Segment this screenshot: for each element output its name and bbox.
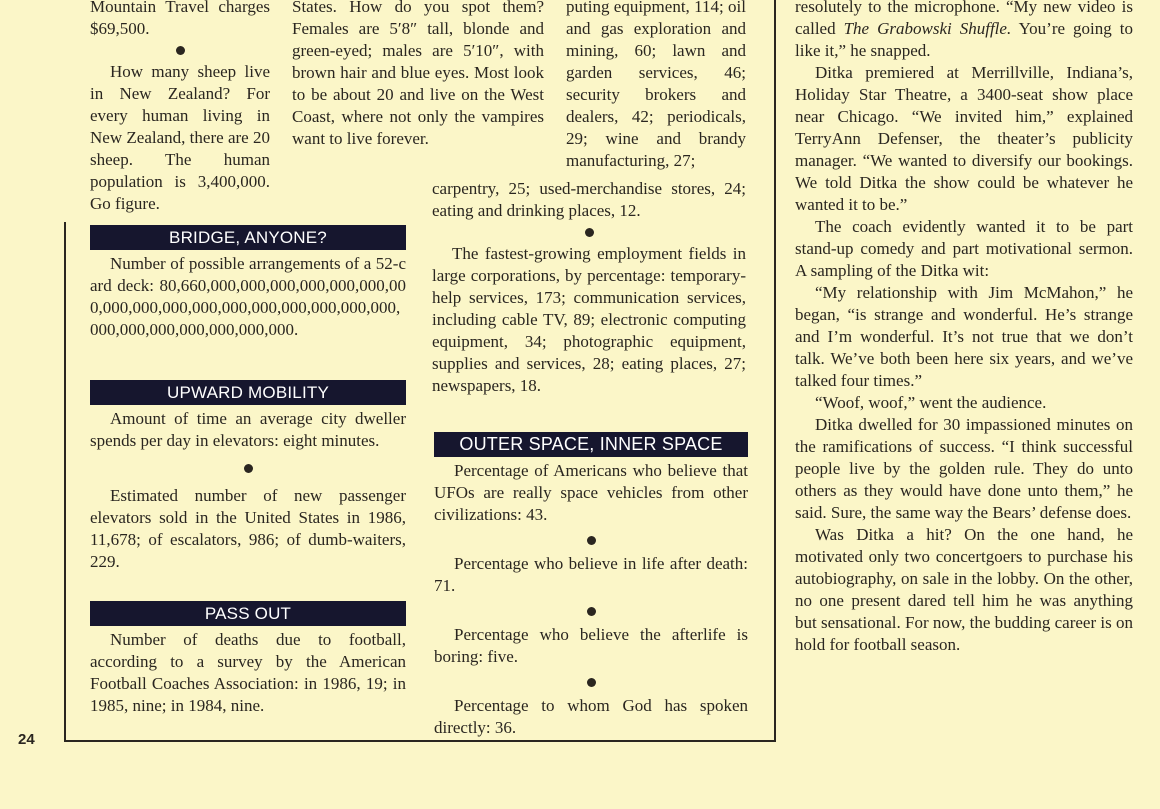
mountain-travel-text: Mountain Travel charges $69,500. [90,0,270,38]
ditka-paragraph-6: Ditka dwelled for 30 impassioned minutes on the ramifications of success. “I think successful people live by the golden rule. They do unto others as they would have done unto them,” he said. Sure, the same way the Bears’ defense does. [795,415,1133,522]
frame-rule-right [774,0,776,742]
pass-out-heading: PASS OUT [90,601,406,626]
ditka-paragraph-3: The coach evidently wanted it to be part stand-up comedy and part motivational sermon. A sampling of the Ditka wit: [795,217,1133,280]
ditka-paragraph-4: “My relationship with Jim McMahon,” he began, “is strange and wonderful. He’s strange and I’m wonderful. It’s not true that we don’t talk. We’ve both been here six years, and we’ve talked four times.” [795,283,1133,390]
bridge-text: Number of possible arrangements of a 52-card deck: 80,660,000,000,000,000,000,000,000,000,000,000,000,000,000,000,000,000,000,000,000,000,000,000,000,000. [90,254,406,339]
column-2-top [292,0,544,150]
afterlife-boring-text: Percentage who believe the afterlife is boring: five. [434,625,748,666]
bullet-icon [587,607,596,616]
sheep-text: How many sheep live in New Zealand? For every human living in New Zealand, there are 20 sheep. The human population is 3,400,000. Go figure. [90,62,270,213]
column-3-top [566,0,746,172]
ditka-paragraph-7: Was Ditka a hit? On the one hand, he motivated only two concertgoers to purchase his autobiography, on sale in the lobby. On the other, no one present dared tell him he was anything but sensational. For now, the budding career is on hold for football season. [795,525,1133,654]
bullet-icon [244,464,253,473]
column-left-sections [90,225,406,341]
god-spoken-text: Percentage to whom God has spoken directly: 36. [434,696,748,737]
outer-space-section [434,432,748,739]
elevators-sold-text: Estimated number of new passenger elevators sold in the United States in 1986, 11,678; of escalators, 986; of dumb-waiters, 229. [90,486,406,571]
frame-rule-bottom [64,740,776,742]
bridge-heading: BRIDGE, ANYONE? [90,225,406,250]
upward-section [90,380,406,573]
ditka-paragraph-1: resolutely to the microphone. “My new video is called The Grabowski Shuffle. You’re going to like it,” he snapped. [795,0,1133,60]
ufo-text: Percentage of Americans who believe that UFOs are really space vehicles from other civilizations: 43. [434,461,748,524]
video-title: The Grabowski Shuffle. [843,19,1012,38]
bullet-icon [587,536,596,545]
bullet-icon [585,228,594,237]
bullet-icon [587,678,596,687]
fastest-growing-text: The fastest-growing employment fields in large corporations, by percentage: temporary-help services, 173; communication services, including cable TV, 89; electronic computing equipment, 34; photographic equipment, supplies and services, 28; eating places, 27; newspapers, 18. [432,244,746,395]
football-deaths-text: Number of deaths due to football, according to a survey by the American Football Coaches Association: in 1986, 19; in 1985, nine; in 1984, nine. [90,630,406,715]
column-1-top [90,0,270,215]
ditka-article [795,0,1133,656]
column-mid [432,178,746,397]
bullet-icon [176,46,185,55]
pass-out-section [90,601,406,717]
vampires-text: States. How do you spot them? Females are 5′8″ tall, blonde and green-eyed; males are 5′10″, with brown hair and blue eyes. Most look to be about 20 and live on the West Coast, where not only the vampires want to live forever. [292,0,544,148]
afterlife-belief-text: Percentage who believe in life after death: 71. [434,554,748,595]
page-number: 24 [18,731,35,748]
carpentry-text: carpentry, 25; used-merchandise stores, 24; eating and drinking places, 12. [432,179,746,220]
outer-space-heading: OUTER SPACE, INNER SPACE [434,432,748,457]
ditka-paragraph-5: “Woof, woof,” went the audience. [815,393,1047,412]
frame-rule-left [64,222,66,742]
ditka-paragraph-2: Ditka premiered at Merrillville, Indiana’s, Holiday Star Theatre, a 3400-seat show place near Chicago. “We invited him,” explained TerryAnn Defenser, the theater’s publicity manager. “We wanted to diversify our bookings. We told Ditka the show could be whatever he wanted it to be.” [795,63,1133,214]
elevator-time-text: Amount of time an average city dweller spends per day in elevators: eight minutes. [90,409,406,450]
industries-text: puting equipment, 114; oil and gas exploration and mining, 60; lawn and garden services, 46; security brokers and dealers, 42; periodicals, 29; wine and brandy manufacturing, 27; [566,0,746,170]
upward-heading: UPWARD MOBILITY [90,380,406,405]
